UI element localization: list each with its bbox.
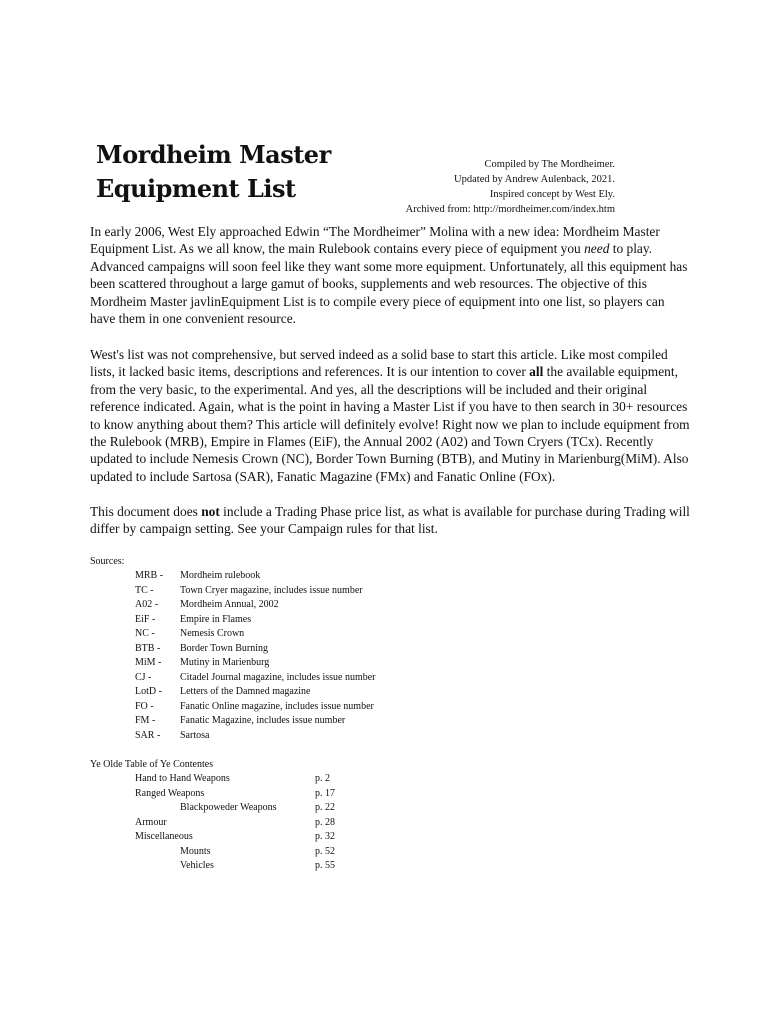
toc-label: Miscellaneous [135, 831, 193, 842]
source-description: Mordheim Annual, 2002 [180, 599, 279, 610]
source-code: BTB - [135, 642, 161, 654]
source-code: TC - [135, 584, 154, 596]
toc-page-number: p. 55 [315, 860, 335, 871]
source-code: MiM - [135, 657, 162, 668]
toc-label: Armour [135, 816, 167, 828]
toc-entry [0, 801, 400, 816]
source-description: Letters of the Damned magazine [180, 686, 311, 697]
source-code: SAR - [135, 729, 161, 741]
document-title [96, 138, 396, 206]
text-span: include a Trading Phase price list, as what is available for purchase during Trading will differ by campaign setting. See your Campaign rules for that list. [90, 504, 690, 537]
toc-label: Hand to Hand Weapons [135, 773, 230, 784]
text-span: In early 2006, West Ely approached Edwin “The Mordheimer” Molina with a new idea: Mordheim Master Equipment List. As we all know, the main Rulebook contains every piece of equipment you [90, 224, 660, 257]
source-code: EiF - [135, 613, 156, 625]
source-code: MRB - [135, 570, 164, 581]
source-description: Mutiny in Marienburg [180, 657, 270, 668]
toc-label: Mounts [180, 845, 211, 857]
text-span: the available equipment, from the very basic, to the experimental. And yes, all the descriptions will be included and their original reference indicated. Again, what is the point in having a Master List if you have to then search in 30+ resources to know anything about them? This article will definitely evolve! Right now we plan to include equipment from the Rulebook (MRB), Empire in Flames (EiF), the Annual 2002 (A02) and Town Cryers (TCx). Recently updated to include Nemesis Crown (NC), Border Town Burning (BTB), and Mutiny in Marienburg(MiM). Also updated to include Sartosa (SAR), Fanatic Magazine (FMx) and Fanatic Online (FOx). [90, 364, 690, 484]
toc-label: Blackpoweder Weapons [180, 802, 277, 813]
toc-entry [0, 859, 400, 874]
source-description: Border Town Burning [180, 642, 268, 654]
source-description: Town Cryer magazine, includes issue number [180, 584, 363, 596]
sources-heading: Sources: [90, 556, 125, 567]
source-description: Sartosa [180, 729, 210, 741]
source-code: LotD - [135, 686, 162, 697]
toc-entry [0, 772, 400, 787]
credit-line: Inspired concept by West Ely. [489, 189, 615, 200]
toc-entry [0, 787, 400, 802]
credit-line: Compiled by The Mordheimer. [484, 159, 615, 170]
source-code: NC - [135, 628, 155, 639]
toc-page-number: p. 17 [315, 787, 335, 799]
source-description: Nemesis Crown [180, 628, 245, 639]
toc-label: Ranged Weapons [135, 787, 205, 799]
source-code: FM - [135, 715, 156, 726]
source-description: Fanatic Magazine, includes issue number [180, 715, 346, 726]
intro-paragraph-1 [90, 223, 690, 327]
credit-line: Archived from: http://mordheimer.com/index.htm [405, 204, 615, 215]
bold-text: all [529, 364, 544, 380]
bold-text: not [201, 504, 220, 519]
credits-block [406, 157, 615, 217]
toc-entry [0, 830, 400, 845]
intro-paragraph-2 [90, 346, 690, 485]
toc-label: Vehicles [180, 860, 214, 871]
source-description: Fanatic Online magazine, includes issue number [180, 700, 374, 712]
toc-entry [0, 845, 400, 860]
emphasis-text: need [584, 241, 610, 257]
text-span: This document does [90, 504, 202, 519]
toc-page-number: p. 2 [315, 773, 330, 784]
source-description: Empire in Flames [180, 613, 252, 625]
source-code: CJ - [135, 671, 152, 683]
toc-entry [0, 816, 400, 831]
source-description: Mordheim rulebook [180, 570, 261, 581]
text-span: to play. Advanced campaigns will soon feel like they want some more equipment. Unfortunately, all this equipment has been scattered throughout a large gamut of books, supplements and web resources. The objective of this Mordheim Master javlinEquipment List is to compile every piece of equipment into one list, so players can have them in one convenient resource. [90, 241, 688, 327]
toc-page-number: p. 52 [315, 845, 335, 857]
title-line-1: Mordheim Master [96, 140, 331, 169]
source-code: FO - [135, 700, 154, 712]
toc-page-number: p. 22 [315, 802, 335, 813]
source-code: A02 - [135, 599, 159, 610]
title-line-2: Equipment List [96, 174, 296, 203]
toc-page-number: p. 32 [315, 831, 335, 842]
toc-heading: Ye Olde Table of Ye Contentes [90, 759, 214, 770]
source-description: Citadel Journal magazine, includes issue number [180, 671, 376, 683]
toc-page-number: p. 28 [315, 816, 335, 828]
text-span: West's list was not comprehensive, but served indeed as a solid base to start this article. Like most compiled lists, it lacked basic items, descriptions and references. It is our intention to cover [90, 347, 668, 380]
intro-paragraph-3 [90, 503, 690, 538]
credit-line: Updated by Andrew Aulenback, 2021. [454, 174, 615, 185]
